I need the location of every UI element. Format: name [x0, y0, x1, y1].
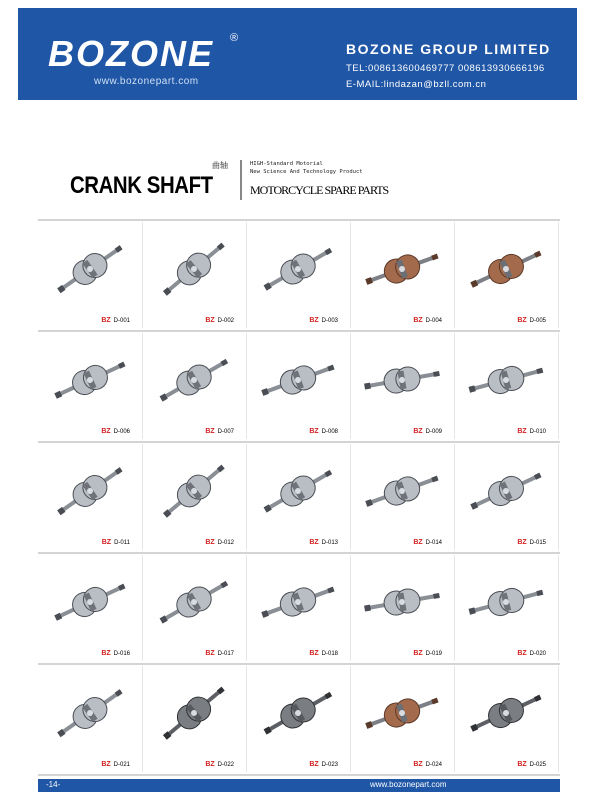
brand-prefix: BZ [309, 761, 319, 768]
crankshaft-image [50, 341, 130, 419]
part-number: D-022 [217, 762, 234, 768]
product-card[interactable] [38, 333, 143, 439]
brand-prefix: BZ [101, 761, 111, 768]
product-code [101, 317, 130, 324]
product-code [413, 539, 442, 546]
brand-prefix: BZ [101, 317, 111, 324]
crankshaft-image [154, 341, 234, 419]
crankshaft-image [466, 341, 546, 419]
crankshaft-image [50, 230, 130, 308]
brand-prefix: BZ [517, 317, 527, 324]
product-code [413, 761, 442, 768]
product-card[interactable] [142, 222, 247, 328]
product-card[interactable] [350, 555, 455, 661]
part-number: D-018 [321, 651, 338, 657]
brand-prefix: BZ [517, 428, 527, 435]
product-code [101, 650, 130, 657]
product-code [102, 539, 130, 546]
crankshaft-image [362, 674, 442, 752]
part-number: D-005 [529, 318, 546, 324]
product-card[interactable] [454, 555, 559, 661]
crankshaft-image [258, 452, 338, 530]
product-card[interactable] [38, 222, 143, 328]
part-number: D-002 [217, 318, 234, 324]
product-card[interactable] [350, 222, 455, 328]
brand-prefix: BZ [517, 761, 527, 768]
crankshaft-image [466, 452, 546, 530]
part-number: D-009 [425, 429, 442, 435]
brand-prefix: BZ [413, 428, 423, 435]
product-card[interactable] [246, 666, 351, 772]
product-code [517, 428, 546, 435]
row-divider [38, 774, 560, 776]
row-divider [38, 552, 560, 554]
crankshaft-image [362, 230, 442, 308]
product-card[interactable] [454, 666, 559, 772]
part-number: D-016 [113, 651, 130, 657]
page-title: CRANK SHAFT [70, 172, 213, 199]
crankshaft-image [362, 452, 442, 530]
row-divider [38, 441, 560, 443]
product-card[interactable] [350, 444, 455, 550]
product-code [309, 317, 338, 324]
crankshaft-image [258, 341, 338, 419]
crankshaft-image [362, 563, 442, 641]
product-code [517, 761, 546, 768]
product-card[interactable] [142, 666, 247, 772]
brand-prefix: BZ [309, 539, 319, 546]
product-card[interactable] [38, 666, 143, 772]
brand-logo: BOZONE [48, 33, 215, 74]
product-card[interactable] [246, 444, 351, 550]
brand-prefix: BZ [309, 650, 319, 657]
product-code [309, 539, 338, 546]
part-number: D-019 [425, 651, 442, 657]
product-card[interactable] [454, 222, 559, 328]
part-number: D-008 [321, 429, 338, 435]
crankshaft-image [154, 563, 234, 641]
product-code [413, 428, 442, 435]
product-card[interactable] [142, 333, 247, 439]
part-number: D-004 [425, 318, 442, 324]
row-divider [38, 219, 560, 221]
part-number: D-025 [529, 762, 546, 768]
part-number: D-010 [529, 429, 546, 435]
brand-prefix: BZ [517, 539, 527, 546]
registered-mark: ® [230, 32, 239, 44]
product-code [205, 650, 234, 657]
product-code [309, 761, 338, 768]
part-number: D-006 [113, 429, 130, 435]
part-number: D-015 [529, 540, 546, 546]
crankshaft-image [362, 341, 442, 419]
product-card[interactable] [350, 666, 455, 772]
product-code [101, 761, 130, 768]
product-code [309, 428, 338, 435]
company-email[interactable]: E-MAIL:lindazan@bzll.com.cn [346, 79, 487, 90]
product-code [413, 650, 442, 657]
part-number: D-014 [425, 540, 442, 546]
crankshaft-image [154, 674, 234, 752]
part-number: D-024 [425, 762, 442, 768]
row-divider [38, 663, 560, 665]
brand-prefix: BZ [205, 428, 215, 435]
crankshaft-image [258, 674, 338, 752]
brand-prefix: BZ [309, 317, 319, 324]
header-website[interactable]: www.bozonepart.com [94, 76, 199, 87]
part-number: D-017 [217, 651, 234, 657]
title-chinese: 曲轴 [212, 161, 228, 170]
crankshaft-image [154, 452, 234, 530]
brand-prefix: BZ [101, 650, 111, 657]
brand-prefix: BZ [205, 761, 215, 768]
product-code [517, 539, 546, 546]
brand-prefix: BZ [101, 539, 112, 546]
brand-prefix: BZ [413, 650, 423, 657]
product-card[interactable] [38, 555, 143, 661]
product-code [205, 761, 234, 768]
brand-prefix: BZ [101, 428, 111, 435]
product-card[interactable] [142, 444, 247, 550]
brand-prefix: BZ [413, 317, 423, 324]
part-number: D-003 [321, 318, 338, 324]
part-number: D-001 [113, 318, 130, 324]
product-card[interactable] [142, 555, 247, 661]
brand-prefix: BZ [205, 539, 215, 546]
part-number: D-011 [114, 540, 130, 546]
footer-bar [38, 779, 560, 792]
row-divider [38, 330, 560, 332]
part-number: D-007 [217, 429, 234, 435]
part-number: D-021 [113, 762, 130, 768]
part-number: D-020 [529, 651, 546, 657]
crankshaft-image [50, 674, 130, 752]
crankshaft-image [50, 563, 130, 641]
crankshaft-image [50, 452, 130, 530]
product-code [205, 428, 234, 435]
part-number: D-012 [217, 540, 234, 546]
product-code [309, 650, 338, 657]
crankshaft-image [154, 230, 234, 308]
product-code [517, 650, 546, 657]
brand-prefix: BZ [205, 650, 215, 657]
product-code [517, 317, 546, 324]
product-code [205, 539, 234, 546]
crankshaft-image [466, 563, 546, 641]
crankshaft-image [258, 230, 338, 308]
product-card[interactable] [350, 333, 455, 439]
title-tagline-1: HIGH-Standard Motorial [250, 161, 323, 167]
crankshaft-image [466, 674, 546, 752]
crankshaft-image [466, 230, 546, 308]
part-number: D-013 [321, 540, 338, 546]
product-card[interactable] [454, 333, 559, 439]
header-banner [18, 8, 577, 100]
brand-prefix: BZ [205, 317, 215, 324]
brand-prefix: BZ [517, 650, 527, 657]
footer-website[interactable]: www.bozonepart.com [370, 780, 447, 789]
product-code [101, 428, 130, 435]
title-divider [240, 160, 242, 200]
brand-prefix: BZ [413, 761, 423, 768]
brand-prefix: BZ [309, 428, 319, 435]
product-card[interactable] [454, 444, 559, 550]
crankshaft-image [258, 563, 338, 641]
title-tagline-2: New Science And Technology Product [250, 169, 363, 175]
part-number: D-023 [321, 762, 338, 768]
product-card[interactable] [38, 444, 143, 550]
product-card[interactable] [246, 222, 351, 328]
company-name: BOZONE GROUP LIMITED [346, 41, 551, 57]
product-card[interactable] [246, 333, 351, 439]
title-category: MOTORCYCLE SPARE PARTS [250, 183, 389, 197]
product-code [413, 317, 442, 324]
page-number: -14- [46, 780, 61, 789]
product-card[interactable] [246, 555, 351, 661]
product-code [205, 317, 234, 324]
company-phone: TEL:008613600469777 008613930666196 [346, 63, 545, 74]
brand-prefix: BZ [413, 539, 423, 546]
